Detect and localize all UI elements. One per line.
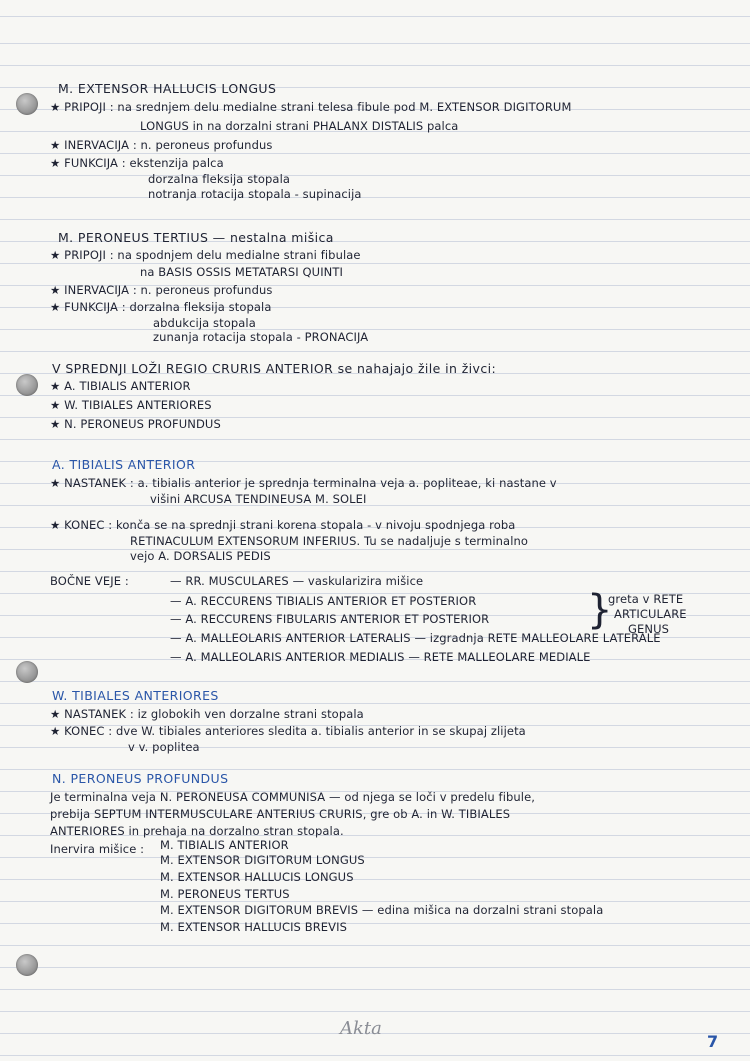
konec-line-1: ★ KONEC : konča se na sprednji strani korena stopala - v nivoju spodnjega roba xyxy=(50,518,516,532)
regio-intro: V SPREDNJI LOŽI REGIO CRURIS ANTERIOR se nahajajo žile in živci: xyxy=(52,361,497,376)
nastanek-line-2: višini ARCUSA TENDINEUSA M. SOLEI xyxy=(150,492,367,506)
konec-line-2: v v. poplitea xyxy=(128,740,200,754)
notebook-logo: Akta xyxy=(340,1018,382,1039)
muscle-item: M. EXTENSOR HALLUCIS LONGUS xyxy=(160,870,354,884)
bocne-veje-label: BOČNE VEJE : xyxy=(50,574,129,588)
section-title-n-peroneus-profundus: N. PERONEUS PROFUNDUS xyxy=(52,771,229,786)
muscle-item: M. TIBIALIS ANTERIOR xyxy=(160,838,289,852)
konec-line-3: vejo A. DORSALIS PEDIS xyxy=(130,549,271,563)
funkcija-line-1: ★ FUNKCIJA : dorzalna fleksija stopala xyxy=(50,300,272,314)
konec-line-1: ★ KONEC : dve W. tibiales anteriores sledita a. tibialis anterior in se skupaj zlijeta xyxy=(50,724,526,738)
list-item: ★ A. TIBIALIS ANTERIOR xyxy=(50,379,191,393)
funkcija-line-2: dorzalna fleksija stopala xyxy=(148,172,291,186)
list-item: ★ N. PERONEUS PROFUNDUS xyxy=(50,417,221,431)
pripoji-line-2: LONGUS in na dorzalni strani PHALANX DISTALIS palca xyxy=(140,119,459,133)
description-line: ANTERIORES in prehaja na dorzalno stran stopala. xyxy=(50,824,344,838)
funkcija-line-3: notranja rotacija stopala - supinacija xyxy=(148,187,362,201)
muscle-item: M. EXTENSOR DIGITORUM BREVIS — edina mišica na dorzalni strani stopala xyxy=(160,903,604,917)
description-line: Je terminalna veja N. PERONEUSA COMMUNISA — od njega se loči v predelu fibule, xyxy=(50,790,535,804)
side-note: ARTICULARE xyxy=(614,607,687,621)
konec-line-2: RETINACULUM EXTENSORUM INFERIUS. Tu se nadaljuje s terminalno xyxy=(130,534,529,548)
binder-hole xyxy=(16,374,38,396)
inervira-label: Inervira mišice : xyxy=(50,842,145,856)
list-item: ★ W. TIBIALES ANTERIORES xyxy=(50,398,212,412)
side-note: GENUS xyxy=(628,622,669,636)
inervacija-line: ★ INERVACIJA : n. peroneus profundus xyxy=(50,138,273,152)
branch-line: — RR. MUSCULARES — vaskularizira mišice xyxy=(170,574,424,588)
binder-hole xyxy=(16,661,38,683)
pripoji-line-2: na BASIS OSSIS METATARSI QUINTI xyxy=(140,265,344,279)
funkcija-line-3: zunanja rotacija stopala - PRONACIJA xyxy=(153,330,369,344)
description-line: prebija SEPTUM INTERMUSCULARE ANTERIUS CRURIS, gre ob A. in W. TIBIALES xyxy=(50,807,511,821)
muscle-item: M. PERONEUS TERTUS xyxy=(160,887,290,901)
page-number: 7 xyxy=(707,1032,719,1051)
pripoji-line-1: ★ PRIPOJI : na srednjem delu medialne strani telesa fibule pod M. EXTENSOR DIGITORUM xyxy=(50,100,572,114)
nastanek-line-1: ★ NASTANEK : a. tibialis anterior je sprednja terminalna veja a. popliteae, ki nastane v xyxy=(50,476,557,490)
section-title-extensor-hallucis-longus: M. EXTENSOR HALLUCIS LONGUS xyxy=(58,81,277,96)
branch-line: — A. MALLEOLARIS ANTERIOR MEDIALIS — RETE MALLEOLARE MEDIALE xyxy=(170,650,591,664)
section-title-vv-tibiales-anteriores: W. TIBIALES ANTERIORES xyxy=(52,688,219,703)
branch-line: — A. RECCURENS TIBIALIS ANTERIOR ET POSTERIOR xyxy=(170,594,477,608)
nastanek-line: ★ NASTANEK : iz globokih ven dorzalne strani stopala xyxy=(50,707,364,721)
muscle-item: M. EXTENSOR HALLUCIS BREVIS xyxy=(160,920,348,934)
inervacija-line: ★ INERVACIJA : n. peroneus profundus xyxy=(50,283,273,297)
branch-line: — A. RECCURENS FIBULARIS ANTERIOR ET POSTERIOR xyxy=(170,612,490,626)
section-title-a-tibialis-anterior: A. TIBIALIS ANTERIOR xyxy=(52,457,196,472)
side-note: greta v RETE xyxy=(608,592,684,606)
branch-line: — A. MALLEOLARIS ANTERIOR LATERALIS — izgradnja RETE MALLEOLARE LATERALE xyxy=(170,631,661,645)
muscle-item: M. EXTENSOR DIGITORUM LONGUS xyxy=(160,853,365,867)
pripoji-line-1: ★ PRIPOJI : na spodnjem delu medialne strani fibulae xyxy=(50,248,361,262)
funkcija-line-1: ★ FUNKCIJA : ekstenzija palca xyxy=(50,156,224,170)
binder-hole xyxy=(16,93,38,115)
section-title-peroneus-tertius: M. PERONEUS TERTIUS — nestalna mišica xyxy=(58,230,334,245)
curly-brace: } xyxy=(587,587,613,633)
binder-hole xyxy=(16,954,38,976)
funkcija-line-2: abdukcija stopala xyxy=(153,316,256,330)
